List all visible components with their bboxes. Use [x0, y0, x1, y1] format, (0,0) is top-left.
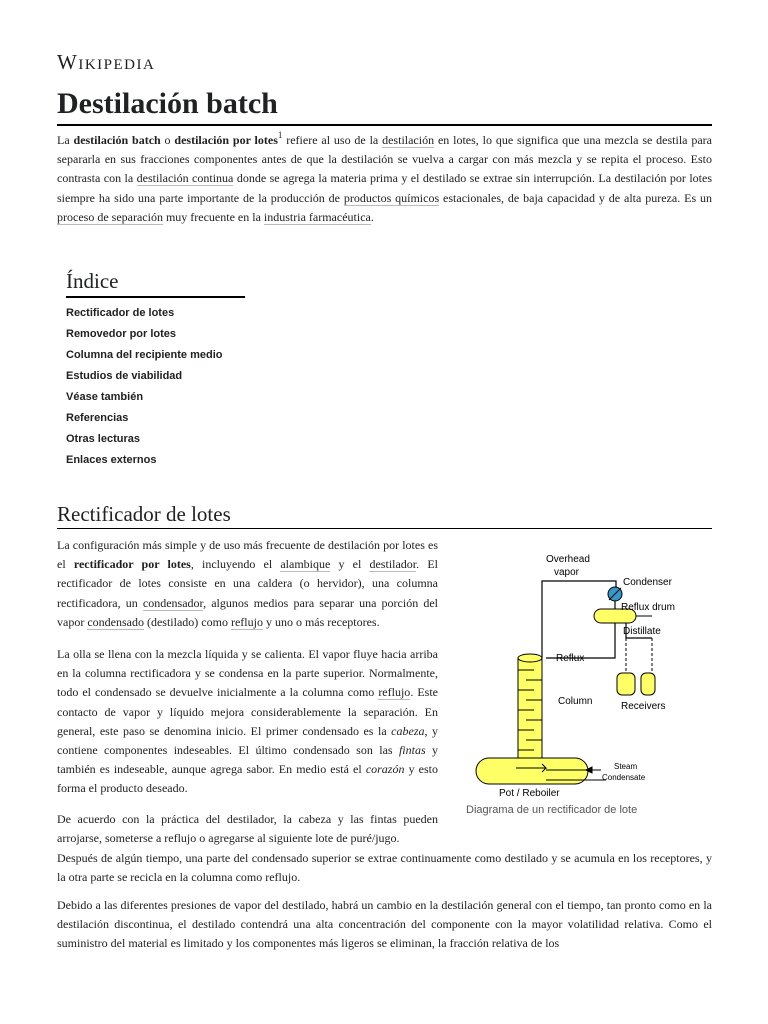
toc-item[interactable]: Véase también — [66, 391, 144, 403]
link-destilacion-continua[interactable]: destilación continua — [136, 171, 234, 186]
toc-item[interactable]: Enlaces externos — [66, 454, 157, 466]
reference-1[interactable]: 1 — [277, 130, 283, 140]
receiver-2-icon — [641, 673, 655, 695]
reflux-drum-label: Reflux drum — [621, 602, 675, 613]
lead-paragraph: La destilación batch o destilación por lotes$^1$ refiere al uso de la destilación en lotes, lo que significa que una mezcla se destila para separarla en sus fracciones componentes antes de que la destilación se vuelva a cargar con más mezcla y se repita el proceso. Esto contrasta con la destilación continua donde se agrega la materia prima y el destilado se extrae sin interrupción. La destilación por lotes siempre ha sido una parte importante de la producción de productos químicos estacionales, de baja capacidad y de alta pureza. Es un proceso de separación muy frecuente en la industria farmacéutica. — [57, 130, 713, 224]
distillate-label: Distillate — [623, 626, 661, 637]
overhead-label-1: Overhead — [546, 554, 590, 565]
link-productos-quimicos[interactable]: productos químicos — [343, 190, 440, 205]
toc-item[interactable]: Referencias — [66, 412, 129, 424]
reflux-label: Reflux — [556, 653, 585, 664]
toc-item[interactable]: Otras lecturas — [66, 433, 140, 445]
condensate-label: Condensate — [602, 773, 646, 782]
column-top — [518, 654, 542, 662]
link-alambique[interactable]: alambique — [280, 557, 331, 572]
toc-title: Índice — [66, 266, 245, 298]
section-paragraph-1: La configuración más simple y de uso más frecuente de destilación por lotes es el rectificador por lotes, incluyendo el alambique y el destilador. El rectificador de lotes consiste en una caldera (o hervidor), una columna rectificadora, un condensador, algunos medios para separar una porción del vapor condensado (destilado) como reflujo y uno o más receptores. — [57, 538, 438, 629]
page-title: Destilación batch — [57, 84, 712, 126]
toc-item[interactable]: Removedor por lotes — [66, 328, 177, 340]
section-paragraph-2: La olla se llena con la mezcla líquida y se calienta. El vapor fluye hacia arriba en la columna rectificadora y se condensa en la parte superior. Normalmente, todo el condensado se devuelve inicialmente a la columna como reflujo. Este contacto de vapor y líquido mejora considerablemente la separación. En general, este paso se denomina inicio. El primer condensado es la cabeza, y contiene componentes indeseables. El último condensado son las fintas y también es indeseable, aunque agrega sabor. En medio está el corazón y esto forma el producto deseado. — [57, 647, 439, 796]
section-paragraph-3a: De acuerdo con la práctica del destilador, la cabeza y las fintas pueden arrojarse, someterse a reflujo o agregarse al siguiente lote de puré/jugo. — [57, 812, 438, 846]
section-paragraph-4: Debido a las diferentes presiones de vapor del destilado, habrá un cambio en la destilación general con el tiempo, tan pronto como en la destilación discontinua, el destilado contendrá una alta concentración del componente con la mayor volatilidad relativa. Como el suministro del material es limitado y los componentes más ligeros se eliminan, la fracción relativa de los — [57, 898, 712, 951]
link-reflujo[interactable]: reflujo — [230, 614, 263, 629]
link-industria-farmaceutica[interactable]: industria farmacéutica — [263, 209, 371, 224]
column-icon — [518, 658, 542, 758]
link-destilador[interactable]: destilador — [369, 557, 417, 572]
overhead-label-2: vapor — [554, 567, 580, 578]
column-label: Column — [558, 696, 593, 707]
link-destilacion[interactable]: destilación — [382, 133, 435, 147]
section-heading-rectificador: Rectificador de lotes — [57, 500, 712, 529]
receivers-label: Receivers — [621, 701, 666, 712]
table-of-contents — [66, 303, 222, 471]
toc-item[interactable]: Estudios de viabilidad — [66, 370, 183, 382]
batch-rectifier-diagram — [466, 548, 675, 803]
receiver-1-icon — [617, 673, 635, 695]
section-paragraph-3b: Después de algún tiempo, una parte del condensado superior se extrae continuamente como destilado y se acumula en los receptores, y la otra parte se recicla en la columna como reflujo. — [57, 851, 712, 885]
condenser-label: Condenser — [623, 577, 672, 588]
wikipedia-wordmark: Wikipedia — [57, 50, 156, 74]
link-reflujo-2[interactable]: reflujo — [378, 685, 411, 700]
figure-caption: Diagrama de un rectificador de lote — [466, 804, 638, 816]
pot-reboiler-label: Pot / Reboiler — [499, 788, 560, 799]
link-condensador[interactable]: condensador — [142, 595, 204, 610]
diagram-svg — [466, 548, 675, 799]
steam-label: Steam — [614, 762, 638, 771]
link-condensado[interactable]: condensado — [87, 614, 144, 629]
toc-item[interactable]: Columna del recipiente medio — [66, 349, 223, 361]
link-proceso-de-separacion[interactable]: proceso de separación — [57, 209, 163, 224]
toc-item[interactable]: Rectificador de lotes — [66, 307, 175, 319]
